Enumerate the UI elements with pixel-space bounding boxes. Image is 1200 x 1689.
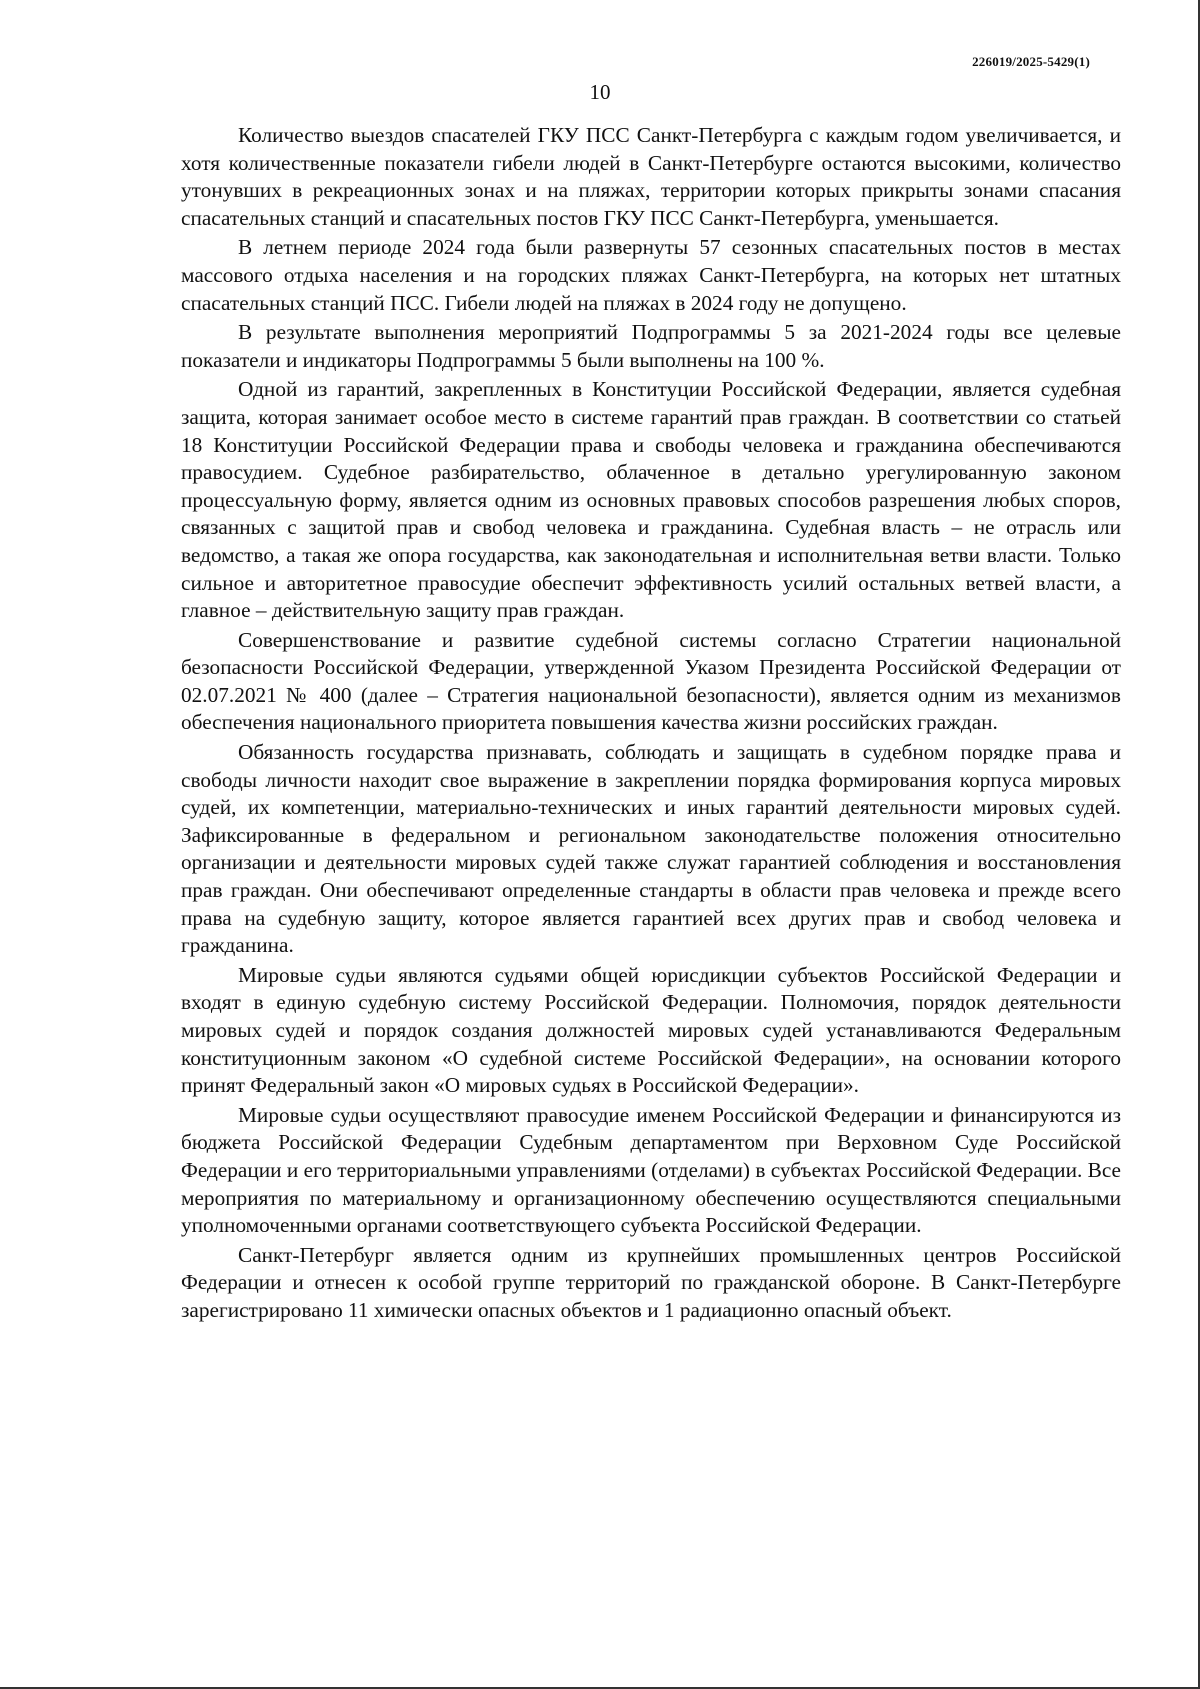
paragraph-civil-defense: Санкт-Петербург является одним из крупнейших промышленных центров Российской Федерации и отнесен к особой группе территорий по гражданской обороне. В Санкт-Петербурге зарегистрировано 11 химически опасных объектов и 1 радиационно опасный объект. bbox=[181, 1242, 1121, 1322]
paragraph-magistrates-jurisdiction: Мировые судьи являются судьями общей юрисдикции субъектов Российской Федерации и входят в единую судебную систему Российской Федерации. Полномочия, порядок деятельности мировых судей и порядок создания должностей мировых судей устанавливаются Федеральным конституционным законом «О судебной системе Российской Федерации», на основании которого принят Федеральный закон «О мировых судьях в Российской Федерации». bbox=[181, 962, 1121, 1098]
paragraph-judicial-system-strategy: Совершенствование и развитие судебной системы согласно Стратегии национальной безопасности Российской Федерации, утвержденной Указом Президента Российской Федерации от 02.07.2021 № 400 (далее – Стратегия национальной безопасности), является одним из механизмов обеспечения национального приоритета повышения качества жизни российских граждан. bbox=[181, 627, 1121, 735]
paragraph-state-obligation: Обязанность государства признавать, соблюдать и защищать в судебном порядке права и свободы личности находит свое выражение в закреплении порядка формирования корпуса мировых судей, их компетенции, материально-технических и иных гарантий деятельности мировых судей. Зафиксированные в федеральном и региональном законодательстве положения относительно организации и деятельности мировых судей также служат гарантией соблюдения и восстановления прав граждан. Они обеспечивают определенные стандарты в области прав человека и прежде всего права на судебную защиту, которое является гарантией всех других прав и свобод человека и гражданина. bbox=[181, 740, 1121, 958]
document-body bbox=[181, 122, 1121, 1327]
document-registration-number: 226019/2025-5429(1) bbox=[972, 54, 1090, 69]
paragraph-magistrates-funding: Мировые судьи осуществляют правосудие именем Российской Федерации и финансируются из бюджета Российской Федерации Судебным департаментом при Верховном Суде Российской Федерации и его территориальными управлениями (отделами) в субъектах Российской Федерации. Все мероприятия по материальному и организационному обеспечению осуществляются специальными уполномоченными органами соответствующего субъекта Российской Федерации. bbox=[181, 1102, 1121, 1238]
paragraph-seasonal-posts: В летнем периоде 2024 года были развернуты 57 сезонных спасательных постов в местах массового отдыха населения и на городских пляжах Санкт-Петербурга, на которых нет штатных спасательных станций ПСС. Гибели людей на пляжах в 2024 году не допущено. bbox=[181, 235, 1121, 315]
paragraph-rescuers: Количество выездов спасателей ГКУ ПСС Санкт-Петербурга с каждым годом увеличивается, и хотя количественные показатели гибели людей в Санкт-Петербурге остаются высокими, количество утонувших в рекреационных зонах и на пляжах, территории которых прикрыты зонами спасания спасательных станций и спасательных постов ГКУ ПСС Санкт-Петербурга, уменьшается. bbox=[181, 123, 1121, 230]
paragraph-subprogram-results: В результате выполнения мероприятий Подпрограммы 5 за 2021-2024 годы все целевые показатели и индикаторы Подпрограммы 5 были выполнены на 100 %. bbox=[181, 320, 1121, 372]
page-number: 10 bbox=[589, 80, 611, 104]
paragraph-judicial-protection: Одной из гарантий, закрепленных в Конституции Российской Федерации, является судебная защита, которая занимает особое место в системе гарантий прав граждан. В соответствии со статьей 18 Конституции Российской Федерации права и свободы человека и гражданина обеспечиваются правосудием. Судебное разбирательство, облаченное в детально урегулированную законом процессуальную форму, является одним из основных правовых способов разрешения любых споров, связанных с защитой прав и свобод человека и гражданина. Судебная власть – не отрасль или ведомство, а такая же опора государства, как законодательная и исполнительная ветви власти. Только сильное и авторитетное правосудие обеспечит эффективность усилий остальных ветвей власти, а главное – действительную защиту прав граждан. bbox=[181, 377, 1121, 623]
